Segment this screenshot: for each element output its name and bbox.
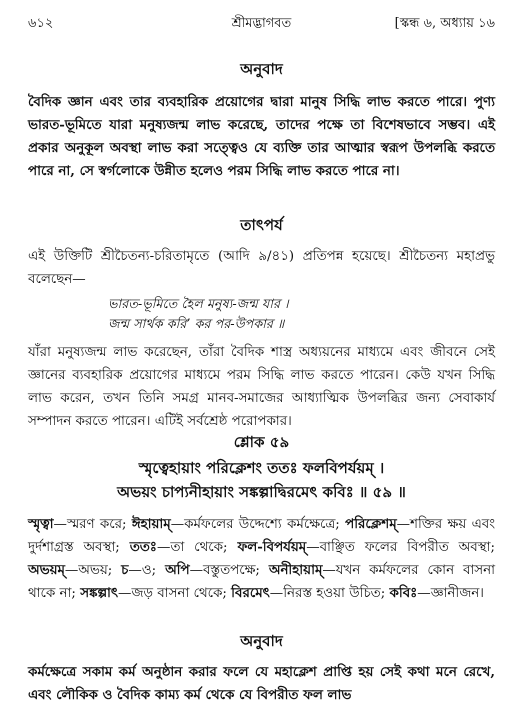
synonym-meaning: —স্মরণ করে; — [53, 517, 132, 532]
translation-heading-2: অনুবাদ — [240, 632, 283, 650]
synonym-meaning: —জড় বাসনা থেকে; — [118, 586, 232, 601]
purport-intro: এই উক্তিটি শ্রীচৈতন্য-চরিতামৃতে (আদি ৯/৪১) প্রতিপন্ন হয়েছে। শ্রীচৈতন্য মহাপ্রভু বলেছেন— — [28, 249, 495, 287]
synonym-term: ফল-বিপর্যয়ম্ — [237, 539, 307, 555]
book-title: শ্রীমদ্ভাগবত — [231, 16, 292, 31]
synonym-meaning: —যখন কর্মফলের কোন বাসনা থাকে না; — [28, 563, 496, 601]
purport-heading: তাৎপর্য — [240, 216, 283, 234]
synonym-meaning: —জ্ঞানীজন। — [417, 586, 484, 601]
synonym-term: সঙ্কল্পাৎ — [80, 585, 119, 601]
synonym-meaning: —শক্তির ক্ষয় এবং দুর্দশাগ্রস্ত অবস্থা; — [28, 517, 495, 555]
synonym-meaning: —নিরস্ত হওয়া উচিত; — [269, 586, 390, 601]
synonym-meaning: —বস্তুতপক্ষে; — [189, 563, 269, 578]
synonyms-section — [28, 513, 495, 605]
synonym-term: অনীহায়াম্ — [268, 562, 323, 578]
synonym-term: অপি — [165, 562, 190, 578]
shloka-line-2: অভয়ং চাপ্যনীহায়াং সঙ্কল্পাদ্বিরমেৎ কবিঃ ॥ ৫৯ ॥ — [117, 483, 406, 501]
synonym-meaning: —কর্মফলের উদ্দেশ্যে কর্মক্ষেত্রে; — [170, 517, 346, 532]
purport-section — [28, 214, 495, 433]
synonym-term: ঈহায়াম্ — [131, 516, 171, 532]
translation-section-2 — [28, 630, 495, 707]
shloka-section — [28, 431, 495, 504]
shloka-number: শ্লোক ৫৯ — [233, 433, 290, 451]
synonym-meaning: —ও; — [128, 563, 166, 578]
page-header — [28, 14, 495, 36]
synonym-meaning: —তা থেকে; — [156, 540, 238, 555]
quoted-verse-line-1: ভারত-ভূমিতে হৈল মনুষ্য-জন্ম যার । — [108, 297, 289, 312]
quoted-verse-line-2: জন্ম সার্থক করি’ কর পর-উপকার ॥ — [108, 317, 285, 332]
synonym-term: বিরমেৎ — [231, 585, 270, 601]
synonyms-text — [28, 513, 495, 605]
translation-heading: অনুবাদ — [240, 60, 283, 78]
synonym-term: কবিঃ — [389, 585, 418, 601]
synonym-term: চ — [121, 562, 129, 578]
translation-text-2: কর্মক্ষেত্রে সকাম কর্ম অনুষ্ঠান করার ফলে যে মহাক্লেশ প্রাপ্তি হয় সেই কথা মনে রেখে, এবং লৌকিক ও বৈদিক কাম্য কর্ম থেকে যে বিপরীত ফল লাভ — [28, 664, 495, 703]
purport-body: যাঁরা মনুষ্যজন্ম লাভ করেছেন, তাঁরা বৈদিক শাস্ত্র অধ্যয়নের মাধ্যমে এবং জীবনে সেই জ্ঞানের ব্যবহারিক প্রয়োগের মাধ্যমে পরম সিদ্ধি লাভ করতে পারেন। কেউ যখন সিদ্ধি লাভ করেন, তখন তিনি সমগ্র মানব-সমাজের আধ্যাত্মিক উপলব্ধির জন্য সেবাকার্য সম্পাদন করতে পারেন। এটিই সর্বশ্রেষ্ঠ পরোপকার। — [28, 345, 495, 429]
page-number: ৬১২ — [28, 16, 54, 31]
synonym-term: পরিক্লেশম্ — [345, 516, 397, 532]
synonym-meaning: —অভয়; — [64, 563, 122, 578]
synonym-term: অভয়ম্ — [28, 562, 65, 578]
synonym-term: ততঃ — [129, 539, 157, 555]
shloka-line-1: স্মৃত্বেহায়াং পরিক্লেশং ততঃ ফলবিপর্যয়ম্ । — [138, 459, 385, 477]
translation-text: বৈদিক জ্ঞান এবং তার ব্যবহারিক প্রয়োগের দ্বারা মানুষ সিদ্ধি লাভ করতে পারে। পুণ্য ভারত-ভূমিতে যারা মনুষ্যজন্ম লাভ করেছে, তাদের পক্ষে তা বিশেষভাবে সম্ভব। এই প্রকার অনুকূল অবস্থা লাভ করা সত্ত্বেও যে ব্যক্তি তার আত্মার স্বরূপ উপলব্ধি করতে পারে না, সে স্বর্গলোকে উন্নীত হলেও পরম সিদ্ধি লাভ করতে পারে না। — [28, 94, 495, 179]
chapter-reference: [স্কন্ধ ৬, অধ্যায় ১৬ — [394, 16, 495, 31]
translation-section — [28, 58, 495, 183]
synonym-meaning: —বাঞ্ছিত ফলের বিপরীত অবস্থা; — [306, 540, 495, 555]
synonym-term: স্মৃত্বা — [28, 516, 54, 532]
